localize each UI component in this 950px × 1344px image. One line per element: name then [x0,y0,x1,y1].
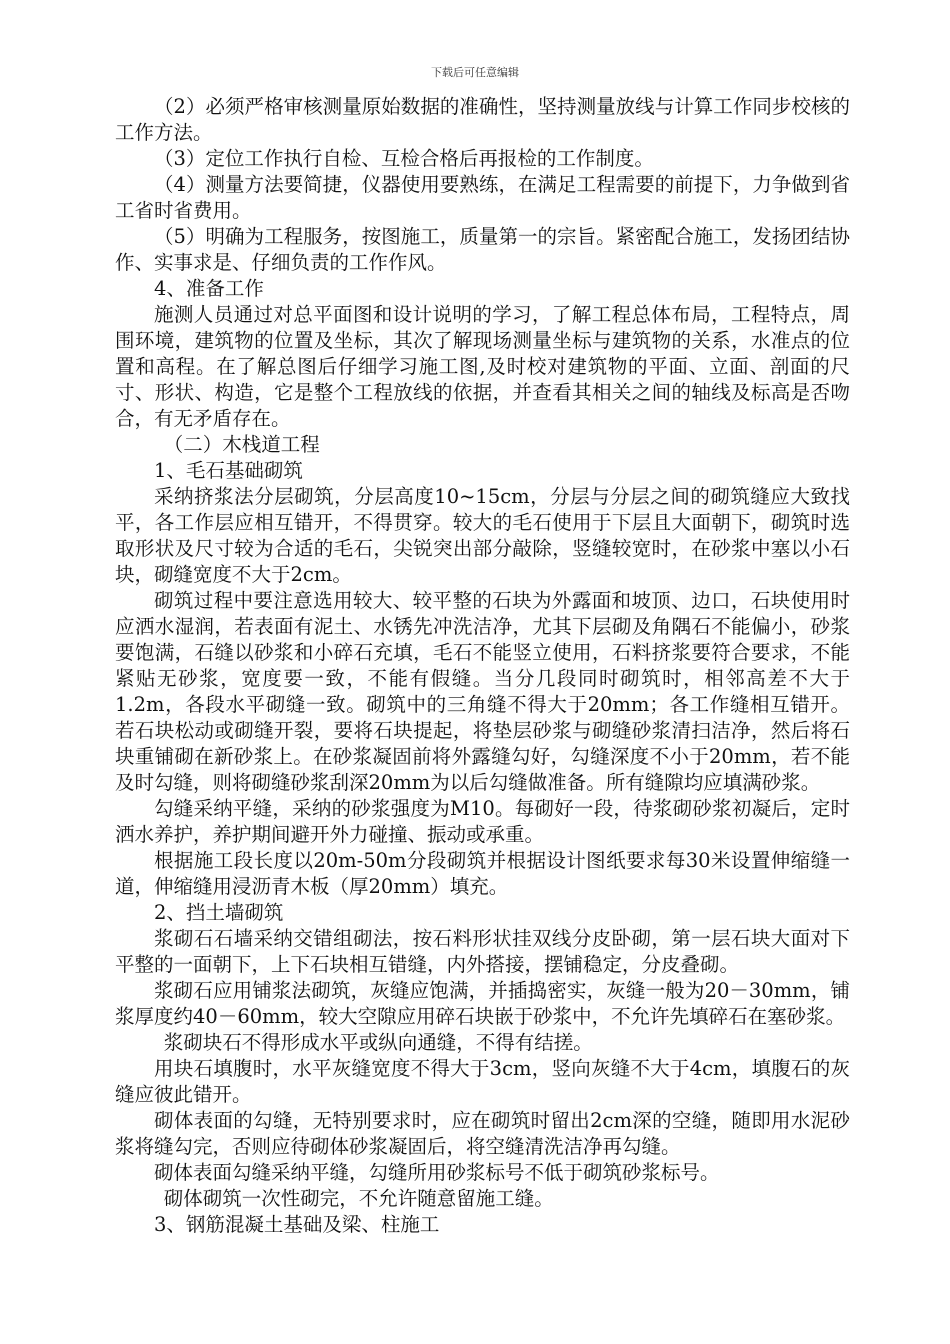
paragraph: 施测人员通过对总平面图和设计说明的学习，了解工程总体布局，工程特点，周围环境，建筑物的位置及坐标，其次了解现场测量坐标与建筑物的关系，水准点的位置和高程。在了解总图后仔细学习施工图,及时校对建筑物的平面、立面、剖面的尺寸、形状、构造，它是整个工程放线的依据，并查看其相关之间的轴线及标高是否吻合，有无矛盾存在。 [115,303,850,430]
paragraph: 浆砌块石不得形成水平或纵向通缝，不得有结搓。 [163,1031,593,1054]
section-heading: 3、钢筋混凝土基础及梁、柱施工 [154,1213,440,1236]
paragraph: （2）必须严格审核测量原始数据的准确性，坚持测量放线与计算工作同步校核的工作方法。 [115,95,850,144]
paragraph: 砌筑过程中要注意选用较大、较平整的石块为外露面和坡顶、边口，石块使用时应洒水湿润，若表面有泥土、水锈先冲洗洁净，尤其下层砌及角隅石不能偏小，砂浆要饱满，石缝以砂浆和小碎石充填，毛石不能竖立使用，石料挤浆要符合要求，不能紧贴无砂浆，宽度要一致，不能有假缝。当分几段同时砌筑时，相邻高差不大于1.2m，各段水平砌缝一致。砌筑中的三角缝不得大于20mm；各工作缝相互错开。若石块松动或砌缝开裂，要将石块提起，将垫层砂浆与砌缝砂浆清扫洁净，然后将石块重铺砌在新砂浆上。在砂浆凝固前将外露缝勾好，勾缝深度不小于20mm，若不能及时勾缝，则将砌缝砂浆刮深20mm为以后勾缝做准备。所有缝隙均应填满砂浆。 [115,589,850,794]
document-body [115,94,850,1238]
paragraph: 用块石填腹时，水平灰缝宽度不得大于3cm，竖向灰缝不大于4cm，填腹石的灰缝应彼此错开。 [115,1057,850,1106]
paragraph: 根据施工段长度以20m-50m分段砌筑并根据设计图纸要求每30米设置伸缩缝一道，伸缩缝用浸沥青木板（厚20mm）填充。 [115,849,850,898]
paragraph: （3）定位工作执行自检、互检合格后再报检的工作制度。 [154,147,654,170]
section-heading: 4、准备工作 [154,277,264,300]
paragraph: 砌体砌筑一次性砌完，不允许随意留施工缝。 [163,1187,554,1210]
paragraph: 采纳挤浆法分层砌筑，分层高度10~15cm，分层与分层之间的砌筑缝应大致找平，各工作层应相互错开，不得贯穿。较大的毛石使用于下层且大面朝下，砌筑时选取形状及尺寸较为合适的毛石，尖锐突出部分敲除，竖缝较宽时，在砂浆中塞以小石块，砌缝宽度不大于2cm。 [115,485,850,586]
paragraph: 勾缝采纳平缝，采纳的砂浆强度为M10。每砌好一段，待浆砌砂浆初凝后，定时洒水养护，养护期间避开外力碰撞、振动或承重。 [115,797,850,846]
paragraph: 浆砌石石墙采纳交错组砌法，按石料形状挂双线分皮卧砌，第一层石块大面对下平整的一面朝下，上下石块相互错缝，内外搭接，摆铺稳定，分皮叠砌。 [115,927,850,976]
section-heading: 2、挡土墙砌筑 [154,901,284,924]
paragraph: （4）测量方法要简捷，仪器使用要熟练，在满足工程需要的前提下，力争做到省工省时省费用。 [115,173,850,222]
paragraph: 砌体表面的勾缝，无特别要求时，应在砌筑时留出2cm深的空缝，随即用水泥砂浆将缝勾完，否则应待砌体砂浆凝固后，将空缝清洗洁净再勾缝。 [115,1109,850,1158]
paragraph: （5）明确为工程服务，按图施工，质量第一的宗旨。紧密配合施工，发扬团结协作、实事求是、仔细负责的工作作风。 [115,225,850,274]
page-header: 下载后可任意编辑 [431,66,519,79]
paragraph: 浆砌石应用铺浆法砌筑，灰缝应饱满，并插捣密实，灰缝一般为20－30mm，铺浆厚度约40－60mm，较大空隙应用碎石块嵌于砂浆中，不允许先填碎石在塞砂浆。 [115,979,850,1028]
section-heading: 1、毛石基础砌筑 [154,459,303,482]
paragraph: 砌体表面勾缝采纳平缝，勾缝所用砂浆标号不低于砌筑砂浆标号。 [154,1161,720,1184]
section-heading: （二）木栈道工程 [163,433,320,456]
